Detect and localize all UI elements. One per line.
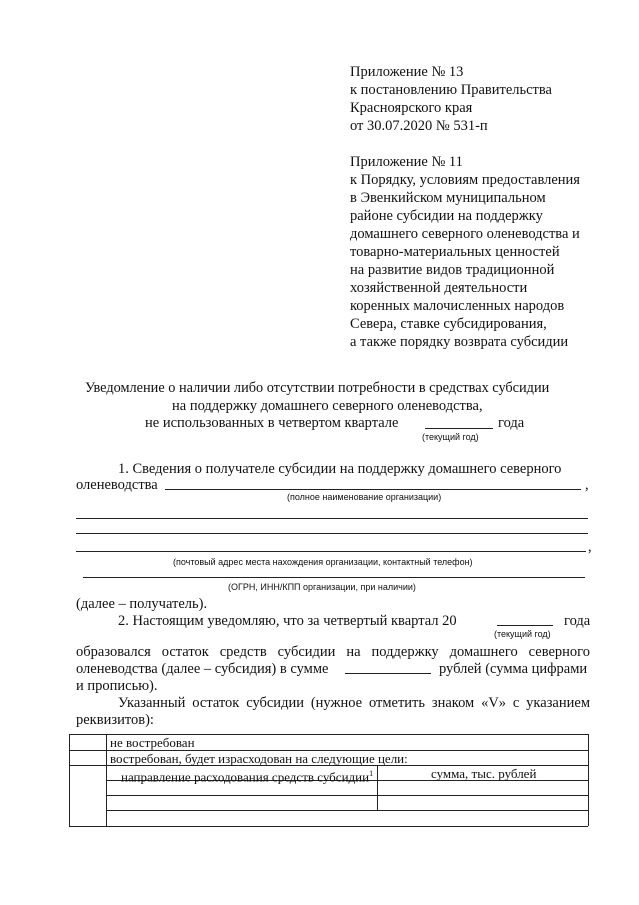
appendix-line: а также порядку возврата субсидии <box>350 334 569 350</box>
org-name-field[interactable] <box>165 489 581 490</box>
appendix-line: коренных малочисленных народов <box>350 298 565 314</box>
year-field[interactable] <box>497 625 553 626</box>
appendix-line: в Эвенкийском муниципальном <box>350 190 546 206</box>
table-border <box>106 795 588 796</box>
section2-line: рублей (сумма цифрами <box>439 661 588 677</box>
appendix-line: на развитие видов традиционной <box>350 262 555 278</box>
appendix-line: районе субсидии на поддержку <box>350 208 543 224</box>
title-line: не использованных в четвертом квартале <box>145 415 399 431</box>
ogrn-hint: (ОГРН, ИНН/КПП организации, при наличии) <box>228 582 416 592</box>
direction-header-text: направление расходования средств субсидии <box>121 769 370 785</box>
appendix-line: к Порядку, условиям предоставления <box>350 172 580 188</box>
section1-label: оленеводства <box>76 477 158 493</box>
column-header <box>121 766 373 784</box>
section2-line: образовался остаток средств субсидии на поддержку домашнего северного <box>76 644 590 660</box>
footnote-mark: 1 <box>369 769 374 778</box>
title-line: года <box>498 415 525 431</box>
table-border <box>106 810 588 811</box>
appendix-line: Приложение № 11 <box>350 154 463 170</box>
appendix-line: Севера, ставке субсидирования, <box>350 316 547 332</box>
table-border <box>588 734 589 826</box>
section1-heading: 1. Сведения о получателе субсидии на поддержку домашнего северного <box>118 461 562 477</box>
section2-line: года <box>564 613 591 629</box>
year-hint: (текущий год) <box>494 629 551 639</box>
table-border <box>377 765 378 810</box>
remainder-line: реквизитов): <box>76 712 154 728</box>
address-hint: (почтовый адрес места нахождения организации, контактный телефон) <box>173 557 473 567</box>
address-field-line[interactable] <box>76 551 586 552</box>
remainder-line: Указанный остаток субсидии (нужное отметить знаком «V» с указанием <box>118 695 590 711</box>
column-header: сумма, тыс. рублей <box>431 766 537 781</box>
table-row-label: не востребован <box>110 735 195 750</box>
section2-line: оленеводства (далее – субсидия) в сумме <box>76 661 329 677</box>
appendix-line: товарно-материальных ценностей <box>350 244 560 260</box>
appendix-line: Приложение № 13 <box>350 64 464 80</box>
title-line: Уведомление о наличии либо отсутствии потребности в средствах субсидии <box>85 380 550 396</box>
org-name-hint: (полное наименование организации) <box>287 492 442 502</box>
amount-field[interactable] <box>345 673 431 674</box>
checkbox-needed[interactable] <box>70 751 105 825</box>
address-field-line[interactable] <box>76 533 588 534</box>
appendix-line: хозяйственной деятельности <box>350 280 528 296</box>
title-line: на поддержку домашнего северного оленеводства, <box>172 398 483 414</box>
table-border <box>106 734 107 826</box>
org-name-field-line[interactable] <box>76 518 588 519</box>
year-blank-line <box>425 428 493 429</box>
appendix-line: от 30.07.2020 № 531-п <box>350 118 488 134</box>
table-row-label: востребован, будет израсходован на следующие цели: <box>110 751 408 766</box>
table-border <box>69 826 588 827</box>
appendix-line: домашнего северного оленеводства и <box>350 226 580 242</box>
appendix-line: Красноярского края <box>350 100 473 116</box>
year-hint: (текущий год) <box>422 432 479 442</box>
checkbox-not-needed[interactable] <box>70 735 105 749</box>
appendix-line: к постановлению Правительства <box>350 82 552 98</box>
comma: , <box>588 539 592 555</box>
ogrn-field-line[interactable] <box>83 577 585 578</box>
section2-line: 2. Настоящим уведомляю, что за четвертый квартал 20 <box>118 613 457 629</box>
recipient-note: (далее – получатель). <box>76 596 208 612</box>
section2-line: и прописью). <box>76 678 158 694</box>
comma: , <box>585 477 589 493</box>
